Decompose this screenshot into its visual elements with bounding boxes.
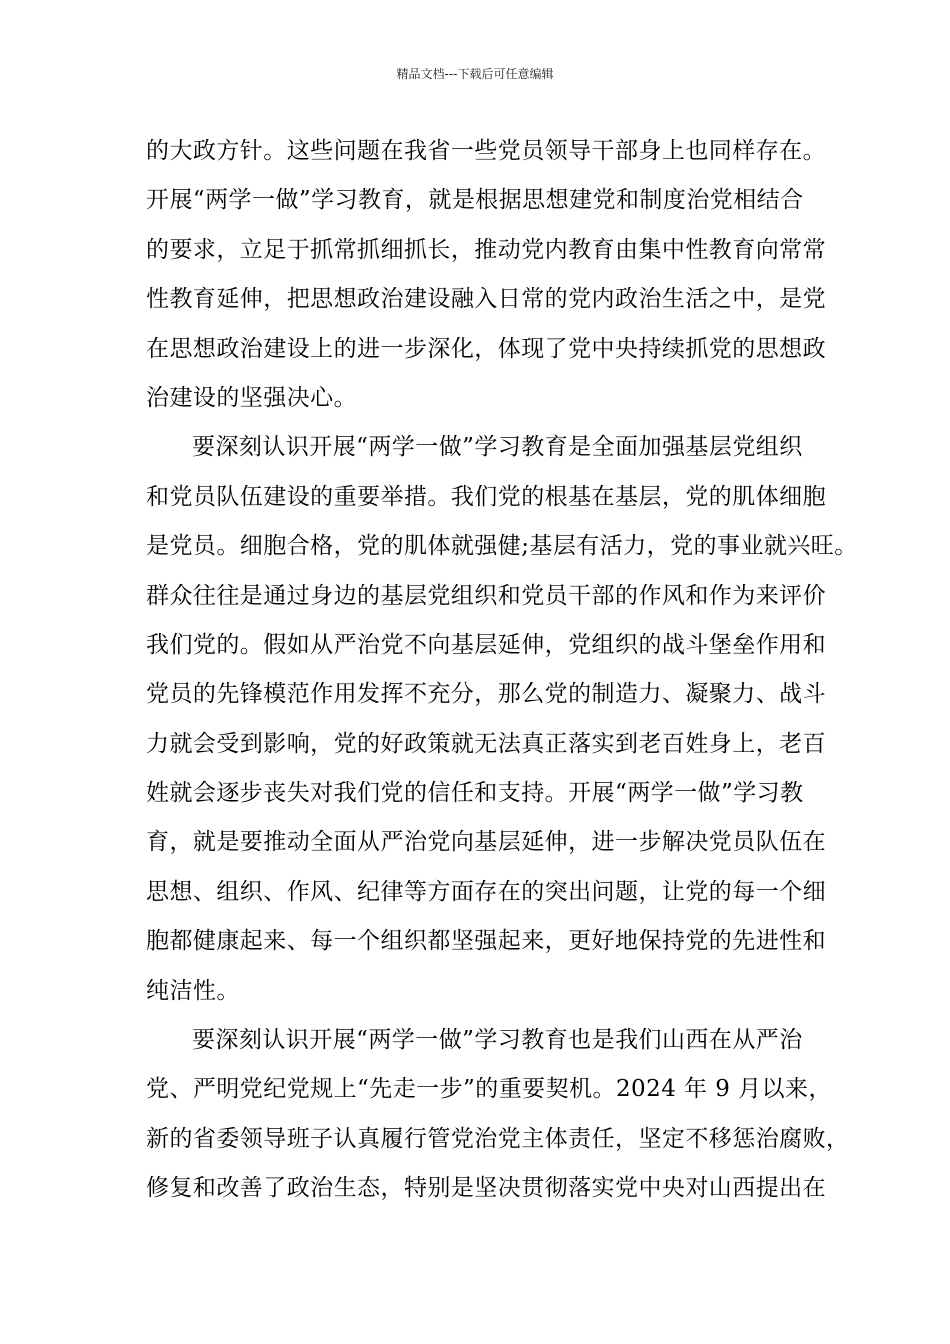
document-body xyxy=(146,127,858,1214)
paragraph-start-line: 要深刻认识开展“两学一做”学习教育也是我们山西在从严治 xyxy=(192,1027,803,1054)
text-line: 在思想政治建设上的进一步深化，体现了党中央持续抓党的思想政 xyxy=(146,335,827,362)
text-line: 我们党的。假如从严治党不向基层延伸，党组织的战斗堡垒作用和 xyxy=(146,631,827,658)
paragraph-start-line: 要深刻认识开展“两学一做”学习教育是全面加强基层党组织 xyxy=(192,434,803,461)
text-line: 的要求，立足于抓常抓细抓长，推动党内教育由集中性教育向常常 xyxy=(146,236,827,263)
text-line: 的大政方针。这些问题在我省一些党员领导干部身上也同样存在。 xyxy=(146,138,827,164)
text-line: 姓就会逐步丧失对我们党的信任和支持。开展“两学一做”学习教 xyxy=(146,780,804,807)
text-line: 纯洁性。 xyxy=(146,977,240,1004)
text-line: 力就会受到影响，党的好政策就无法真正落实到老百姓身上，老百 xyxy=(146,730,827,757)
text-line: 开展“两学一做”学习教育，就是根据思想建党和制度治党相结合 xyxy=(146,187,804,214)
text-line: 新的省委领导班子认真履行管党治党主体责任，坚定不移惩治腐败， xyxy=(146,1125,850,1152)
text-line: 党员的先锋模范作用发挥不充分，那么党的制造力、凝聚力、战斗 xyxy=(146,681,827,708)
text-line: 修复和改善了政治生态，特别是坚决贯彻落实党中央对山西提出在 xyxy=(146,1175,827,1202)
text-line: 思想、组织、作风、纪律等方面存在的突出问题，让党的每一个细 xyxy=(146,878,827,905)
text-line: 群众往往是通过身边的基层党组织和党员干部的作风和作为来评价 xyxy=(146,582,827,609)
text-line: 党、严明党纪党规上“先走一步”的重要契机。2024 年 9 月以来， xyxy=(146,1076,832,1103)
text-line: 治建设的坚强决心。 xyxy=(146,384,358,411)
text-line: 胞都健康起来、每一个组织都坚强起来，更好地保持党的先进性和 xyxy=(146,928,827,955)
text-line: 是党员。细胞合格，党的肌体就强健;基层有活力，党的事业就兴旺。 xyxy=(146,533,858,560)
text-line: 育，就是要推动全面从严治党向基层延伸，进一步解决党员队伍在 xyxy=(146,829,827,856)
page-header: 精品文档---下载后可任意编辑 xyxy=(396,67,554,81)
text-line: 性教育延伸，把思想政治建设融入日常的党内政治生活之中，是党 xyxy=(146,286,827,313)
text-line: 和党员队伍建设的重要举措。我们党的根基在基层，党的肌体细胞 xyxy=(146,483,827,510)
